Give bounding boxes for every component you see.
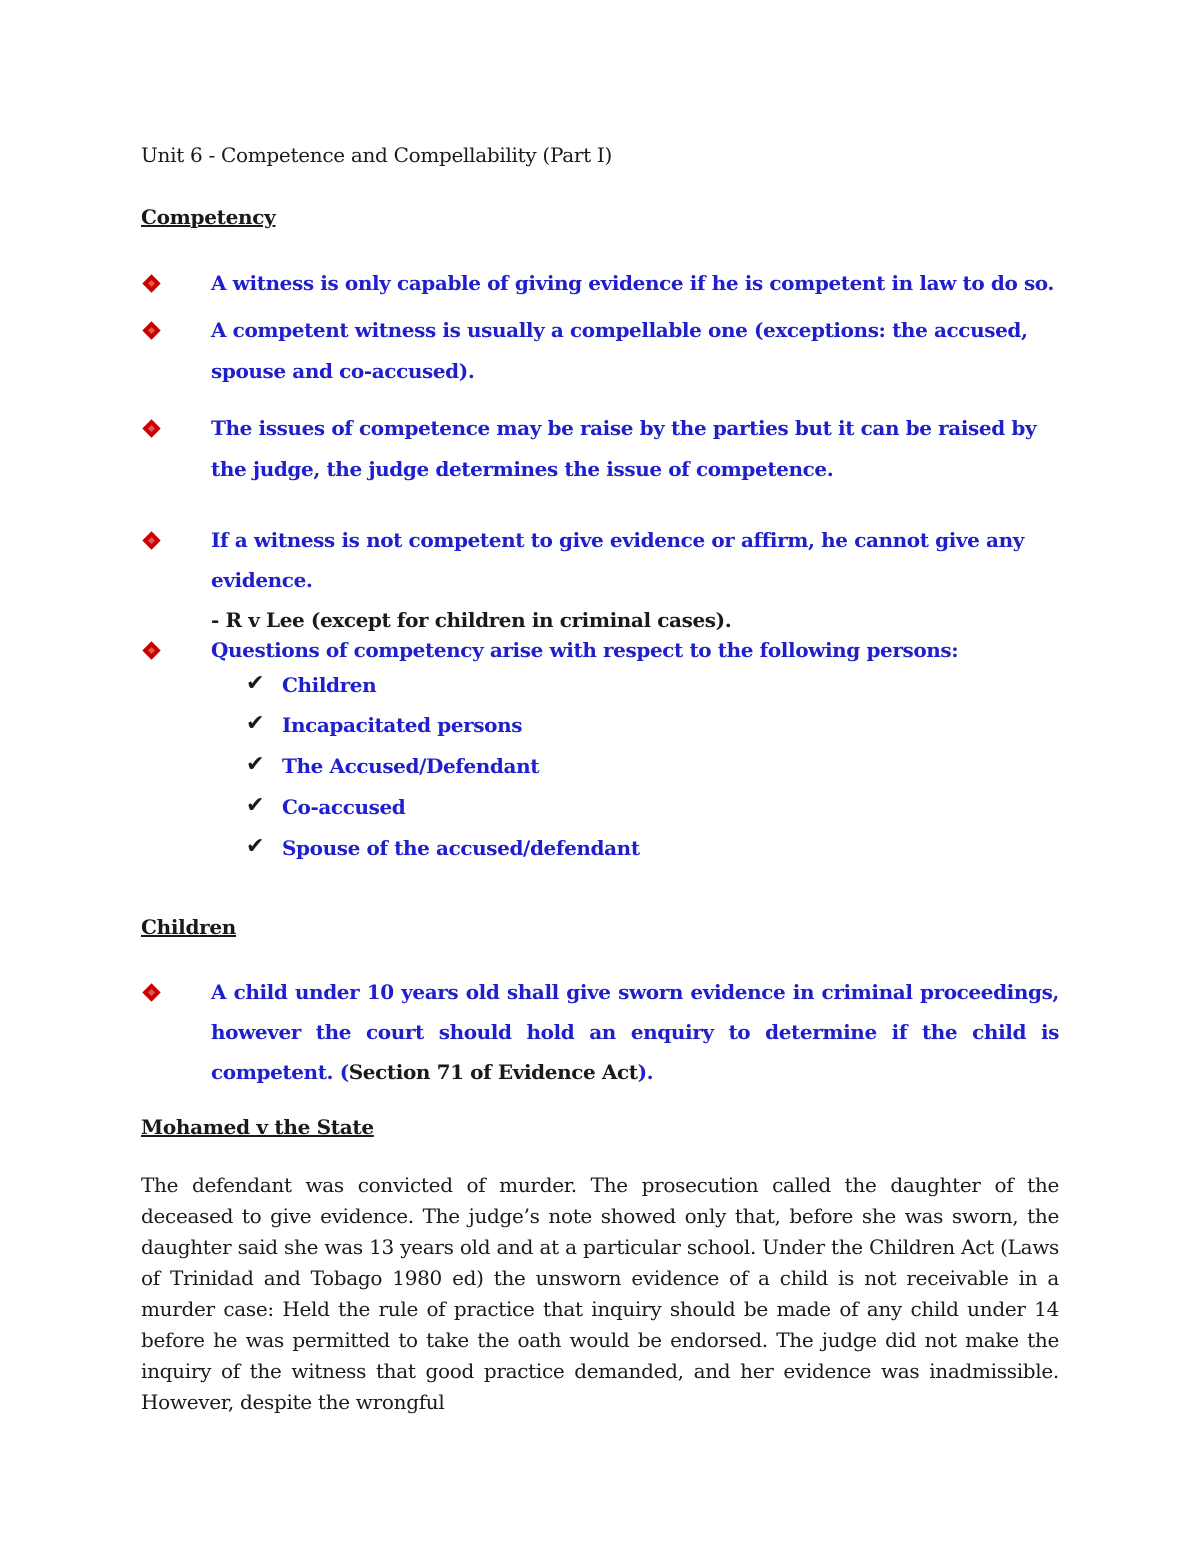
case-paragraph: The defendant was convicted of murder. The prosecution called the daughter of the deceased to give evidence. The judge’s note showed only that, before she was sworn, the daughter said she was 13 years old and at a particular school. Under the Children Act (Laws of Trinidad and Tobago 1980 ed) the unsworn evidence of a child is not receivable in a murder case: Held the rule of practice that inquiry should be made of any child under 14 before he was permitted to take the oath would be endorsed. The judge did not make the inquiry of the witness that good practice demanded, and her evidence was inadmissible. However, despite the wrongful — [141, 1173, 1059, 1414]
bullet-text: The issues of competence may be raise by the parties but it can be raised by the judge, the judge determines the issue of competence. — [211, 416, 1037, 481]
bullet-main-text: If a witness is not competent to give evidence or affirm, he cannot give any evidence. — [211, 528, 1024, 592]
red-diamond-icon — [142, 531, 160, 549]
bullet-text — [211, 972, 1059, 1092]
children-heading: Children — [141, 915, 237, 939]
citation: Section 71 of Evidence Act — [348, 1060, 638, 1084]
red-diamond-icon — [142, 274, 160, 292]
checkmark-icon: ✔ — [246, 671, 265, 696]
case-note: - R v Lee (except for children in criminal cases). — [211, 608, 732, 632]
citation-open: ( — [339, 1060, 349, 1084]
competency-heading: Competency — [141, 205, 276, 229]
red-diamond-icon — [142, 419, 160, 437]
person-label: The Accused/Defendant — [282, 754, 540, 778]
checkmark-icon: ✔ — [246, 834, 265, 859]
person-label: Incapacitated persons — [282, 713, 523, 737]
person-label: Spouse of the accused/defendant — [282, 836, 640, 860]
page-title: Unit 6 - Competence and Compellability (Part I) — [141, 143, 612, 167]
bullet-text: A competent witness is usually a compellable one (exceptions: the accused, spouse and co-accused). — [211, 318, 1028, 383]
checkmark-icon: ✔ — [246, 752, 265, 777]
bullet-main-text: A child under 10 years old shall give sworn evidence in criminal proceedings, however the court should hold an enquiry to determine if the child is competent. — [211, 980, 1059, 1084]
bullet-text — [211, 520, 1061, 640]
case-heading: Mohamed v the State — [141, 1115, 374, 1139]
red-diamond-icon — [142, 641, 160, 659]
person-label: Co-accused — [282, 795, 406, 819]
person-label: Children — [282, 673, 377, 697]
red-diamond-icon — [142, 983, 160, 1001]
citation-close: ). — [637, 1060, 654, 1084]
checkmark-icon: ✔ — [246, 711, 265, 736]
bullet-text: Questions of competency arise with respect to the following persons: — [211, 638, 959, 662]
bullet-text: A witness is only capable of giving evidence if he is competent in law to do so. — [211, 271, 1054, 295]
red-diamond-icon — [142, 321, 160, 339]
checkmark-icon: ✔ — [246, 793, 265, 818]
